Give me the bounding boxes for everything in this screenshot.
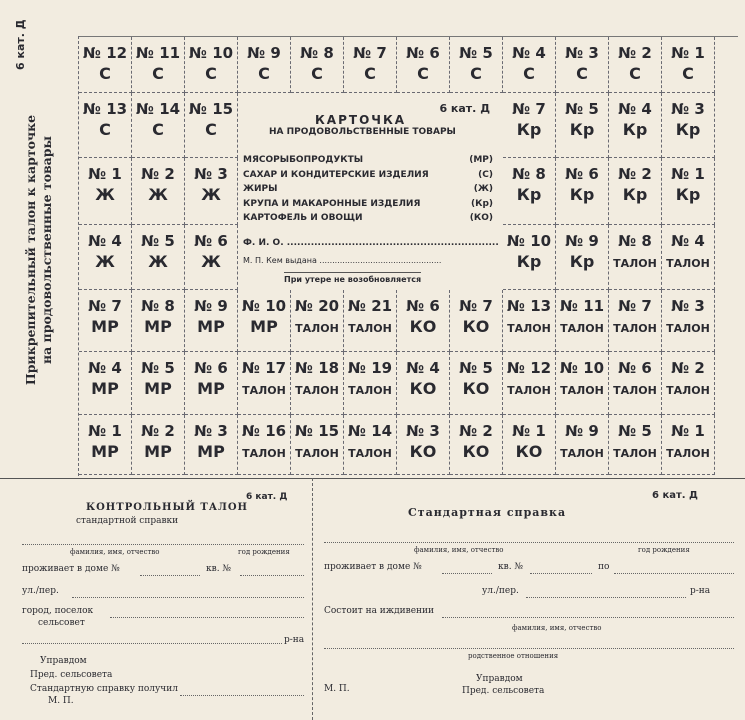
coupon (291, 290, 344, 352)
coupon-number: № 2 (671, 359, 705, 377)
coupon-number: № 13 (506, 297, 552, 315)
coupon (662, 290, 715, 352)
coupon (662, 352, 715, 415)
coupon-number: № 15 (294, 422, 340, 440)
coupon (556, 93, 609, 158)
control-subtitle: стандартной справки (76, 516, 179, 526)
coupon (450, 352, 503, 415)
card-fio-field: Ф. И. О. .............................................................. (243, 238, 499, 248)
coupon-code: Кр (516, 120, 542, 139)
standard-fio-caption-2: фамилия, имя, отчество (512, 624, 602, 632)
side-line-2: на продовольственные товары (39, 135, 54, 365)
coupon (662, 93, 715, 158)
coupon (79, 415, 132, 475)
side-attachment-label (2, 30, 76, 470)
coupon-number: № 2 (141, 422, 175, 440)
coupon (503, 93, 556, 158)
coupon-code: ТАЛОН (507, 384, 551, 397)
coupon-code: Кр (622, 120, 648, 139)
coupon-code: ТАЛОН (295, 447, 339, 460)
coupon (132, 290, 185, 352)
product-row: ЖИРЫ (Ж) (243, 184, 493, 194)
coupon (344, 415, 397, 475)
coupon-number: № 21 (347, 297, 393, 315)
coupon-number: № 1 (88, 165, 122, 183)
coupon-number: № 8 (300, 44, 334, 62)
coupon-number: № 11 (559, 297, 605, 315)
control-category: 6 кат. Д (246, 492, 288, 502)
coupon-number: № 5 (459, 359, 493, 377)
coupon-number: № 8 (512, 165, 546, 183)
coupon (238, 37, 291, 93)
coupon-number: № 2 (618, 44, 652, 62)
coupon-code: Ж (201, 185, 221, 204)
coupon-code: ТАЛОН (560, 447, 604, 460)
coupon (79, 158, 132, 225)
coupon-number: № 2 (141, 165, 175, 183)
coupon (503, 158, 556, 225)
control-street-label: ул./пер. (22, 586, 59, 596)
coupon (79, 352, 132, 415)
card-subtitle: НА ПРОДОВОЛЬСТВЕННЫЕ ТОВАРЫ (269, 127, 456, 137)
coupon-number: № 1 (671, 44, 705, 62)
standard-chair-label: Пред. сельсовета (462, 686, 545, 696)
coupon (397, 290, 450, 352)
coupon-number: № 6 (194, 232, 228, 250)
coupon-code: КО (409, 317, 437, 336)
coupon-code: КО (462, 442, 490, 461)
standard-manager-label: Управдом (476, 674, 523, 684)
card-issued-by-field: М. П. Кем выдана ................................................ (243, 256, 442, 265)
coupon-code: Кр (569, 120, 595, 139)
coupon (609, 93, 662, 158)
standard-by-label: по (598, 562, 610, 572)
coupon (185, 352, 238, 415)
coupon (662, 225, 715, 290)
coupon (291, 37, 344, 93)
coupon-number: № 9 (565, 232, 599, 250)
coupon-number: № 19 (347, 359, 393, 377)
control-manager-label: Управдом (40, 656, 87, 666)
coupon-code: Ж (95, 252, 115, 271)
coupon-number: № 4 (671, 232, 705, 250)
coupon-number: № 7 (88, 297, 122, 315)
coupon-code: Ж (148, 252, 168, 271)
coupon-number: № 9 (194, 297, 228, 315)
control-lives-label: проживает в доме № (22, 564, 120, 574)
coupon-code: ТАЛОН (348, 322, 392, 335)
coupon-code: С (99, 64, 111, 83)
product-row: САХАР И КОНДИТЕРСКИЕ ИЗДЕЛИЯ (С) (243, 169, 493, 180)
coupon-number: № 13 (82, 100, 128, 118)
coupon-code: МР (91, 379, 119, 398)
coupon (556, 290, 609, 352)
coupon-number: № 1 (88, 422, 122, 440)
coupon (503, 225, 556, 290)
control-fio-caption: фамилия, имя, отчество (70, 548, 160, 556)
side-line-1: Прикрепительный талон к карточке (23, 114, 38, 386)
control-received-label: Стандартную справку получил (30, 684, 178, 694)
coupon-code: МР (144, 317, 172, 336)
coupon-number: № 7 (512, 100, 546, 118)
coupon (609, 290, 662, 352)
control-mp-label: М. П. (48, 696, 74, 706)
coupon-number: № 3 (194, 422, 228, 440)
coupon-code: Ж (95, 185, 115, 204)
coupon-code: С (629, 64, 641, 83)
coupon (132, 225, 185, 290)
control-apt-label: кв. № (206, 564, 231, 574)
coupon-code: С (99, 120, 111, 139)
coupon (132, 158, 185, 225)
coupon (79, 290, 132, 352)
coupon-number: № 5 (141, 232, 175, 250)
coupon-code: Ж (201, 252, 221, 271)
coupon-code: Кр (516, 185, 542, 204)
coupon-code: КО (515, 442, 543, 461)
card-category: 6 кат. Д (439, 102, 490, 115)
coupon (185, 415, 238, 475)
coupon (556, 415, 609, 475)
coupon (238, 290, 291, 352)
coupon (344, 37, 397, 93)
coupon-code: ТАЛОН (348, 447, 392, 460)
coupon (132, 93, 185, 158)
coupon (450, 415, 503, 475)
coupon (79, 93, 132, 158)
coupon-code: С (258, 64, 270, 83)
coupon-code: ТАЛОН (348, 384, 392, 397)
coupon (79, 225, 132, 290)
coupon-code: МР (197, 442, 225, 461)
coupon-code: С (576, 64, 588, 83)
coupon-code: ТАЛОН (295, 384, 339, 397)
control-city-label: город, поселок (22, 606, 94, 616)
coupon-number: № 4 (618, 100, 652, 118)
coupon-code: ТАЛОН (560, 322, 604, 335)
coupon-code: ТАЛОН (560, 384, 604, 397)
coupon-number: № 6 (565, 165, 599, 183)
standard-relation-caption: родственное отношения (468, 652, 559, 660)
coupon-code: МР (250, 317, 278, 336)
control-birth-caption: год рождения (238, 548, 290, 556)
coupon-code: Кр (675, 120, 701, 139)
coupon (132, 37, 185, 93)
bottom-forms (0, 478, 745, 720)
coupon (132, 415, 185, 475)
coupon-code: С (205, 120, 217, 139)
coupon-code: С (205, 64, 217, 83)
coupon-code: Кр (622, 185, 648, 204)
coupon-number: № 10 (241, 297, 287, 315)
coupon (450, 37, 503, 93)
coupon (185, 37, 238, 93)
coupon-number: № 10 (188, 44, 234, 62)
coupon-code: КО (409, 442, 437, 461)
coupon-number: № 12 (506, 359, 552, 377)
standard-district-label: р-на (690, 586, 711, 596)
coupon-code: ТАЛОН (666, 384, 710, 397)
coupon (503, 37, 556, 93)
coupon-number: № 6 (406, 44, 440, 62)
coupon-code: С (523, 64, 535, 83)
coupon (609, 158, 662, 225)
coupon (238, 352, 291, 415)
coupon (662, 37, 715, 93)
coupon-code: КО (462, 379, 490, 398)
coupon-number: № 7 (459, 297, 493, 315)
coupon-number: № 15 (188, 100, 234, 118)
control-coupon-form (0, 478, 313, 720)
coupon-code: ТАЛОН (666, 257, 710, 270)
coupon (556, 352, 609, 415)
coupon-code: ТАЛОН (242, 447, 286, 460)
coupon-number: № 6 (618, 359, 652, 377)
coupon-number: № 7 (618, 297, 652, 315)
product-row: КРУПА И МАКАРОННЫЕ ИЗДЕЛИЯ (Кр) (243, 198, 493, 209)
coupon-number: № 7 (353, 44, 387, 62)
standard-category: 6 кат. Д (652, 490, 698, 501)
coupon (238, 415, 291, 475)
coupon-code: Ж (148, 185, 168, 204)
coupon-number: № 3 (671, 100, 705, 118)
coupon-code: МР (197, 317, 225, 336)
coupon-code: МР (144, 379, 172, 398)
coupon (185, 158, 238, 225)
coupon-code: С (152, 64, 164, 83)
coupon-number: № 3 (565, 44, 599, 62)
coupon-number: № 5 (141, 359, 175, 377)
coupon-number: № 1 (512, 422, 546, 440)
coupon-number: № 3 (194, 165, 228, 183)
coupon-number: № 10 (506, 232, 552, 250)
coupon-code: С (311, 64, 323, 83)
control-council-label: сельсовет (38, 618, 85, 628)
coupon-code: МР (144, 442, 172, 461)
control-chair-label: Пред. сельсовета (30, 670, 113, 680)
standard-apt-label: кв. № (498, 562, 523, 572)
coupon (556, 225, 609, 290)
coupon-code: ТАЛОН (295, 322, 339, 335)
standard-fio-caption: фамилия, имя, отчество (414, 546, 504, 554)
coupon (503, 415, 556, 475)
coupon (662, 415, 715, 475)
coupon (503, 290, 556, 352)
standard-lives-label: проживает в доме № (324, 562, 422, 572)
coupon-number: № 14 (135, 100, 181, 118)
coupon-code: Кр (675, 185, 701, 204)
coupon-code: ТАЛОН (666, 322, 710, 335)
coupon-code: ТАЛОН (613, 322, 657, 335)
product-row: КАРТОФЕЛЬ И ОВОЩИ (КО) (243, 213, 493, 223)
coupon (556, 158, 609, 225)
coupon-number: № 4 (88, 359, 122, 377)
control-district-label: р-на (284, 635, 305, 645)
coupon-number: № 16 (241, 422, 287, 440)
coupon (344, 352, 397, 415)
side-category: 6 кат. Д (14, 19, 27, 70)
control-title: КОНТРОЛЬНЫЙ ТАЛОН (86, 502, 249, 513)
coupon-number: № 9 (565, 422, 599, 440)
coupon-code: ТАЛОН (242, 384, 286, 397)
coupon (291, 352, 344, 415)
coupon-number: № 5 (618, 422, 652, 440)
coupon-code: ТАЛОН (613, 384, 657, 397)
coupon-code: МР (197, 379, 225, 398)
coupon-number: № 9 (247, 44, 281, 62)
coupon-code: Кр (516, 252, 542, 271)
coupon-number: № 20 (294, 297, 340, 315)
coupon (397, 415, 450, 475)
standard-birth-caption: год рождения (638, 546, 690, 554)
coupon-number: № 8 (141, 297, 175, 315)
coupon-code: С (417, 64, 429, 83)
coupon (291, 415, 344, 475)
coupon (503, 352, 556, 415)
coupon (556, 37, 609, 93)
coupon-code: ТАЛОН (507, 322, 551, 335)
coupon (185, 93, 238, 158)
coupon-code: ТАЛОН (613, 447, 657, 460)
coupon-code: С (152, 120, 164, 139)
coupon-code: КО (409, 379, 437, 398)
coupon (450, 290, 503, 352)
standard-street-label: ул./пер. (482, 586, 519, 596)
coupon-number: № 3 (671, 297, 705, 315)
coupon-code: МР (91, 317, 119, 336)
coupon-number: № 12 (82, 44, 128, 62)
coupon (609, 37, 662, 93)
coupon-number: № 14 (347, 422, 393, 440)
coupon-number: № 4 (406, 359, 440, 377)
coupon-code: С (682, 64, 694, 83)
card-product-list (243, 155, 493, 228)
coupon-number: № 6 (406, 297, 440, 315)
coupon (185, 290, 238, 352)
standard-title: Стандартная справка (408, 506, 567, 519)
coupon (132, 352, 185, 415)
coupon-code: МР (91, 442, 119, 461)
coupon-number: № 2 (618, 165, 652, 183)
coupon (79, 37, 132, 93)
coupon-code: С (364, 64, 376, 83)
coupon-number: № 5 (565, 100, 599, 118)
card-title: КАРТОЧКА (315, 113, 407, 127)
card-panel (237, 93, 500, 289)
coupon-number: № 4 (512, 44, 546, 62)
coupon-code: ТАЛОН (613, 257, 657, 270)
coupon-number: № 8 (618, 232, 652, 250)
standard-dependent-label: Состоит на иждивении (324, 606, 435, 616)
coupon-number: № 11 (135, 44, 181, 62)
coupon-number: № 1 (671, 422, 705, 440)
product-row: МЯСОРЫБОПРОДУКТЫ (МР) (243, 155, 493, 165)
coupon-number: № 2 (459, 422, 493, 440)
coupon-code: Кр (569, 185, 595, 204)
coupon (609, 352, 662, 415)
coupon (344, 290, 397, 352)
coupon (609, 225, 662, 290)
coupon (662, 158, 715, 225)
coupon-number: № 3 (406, 422, 440, 440)
coupon-code: Кр (569, 252, 595, 271)
coupon (397, 37, 450, 93)
coupon-code: С (470, 64, 482, 83)
standard-certificate-form (312, 478, 745, 720)
coupon-number: № 5 (459, 44, 493, 62)
coupon-number: № 18 (294, 359, 340, 377)
coupon (609, 415, 662, 475)
coupon-number: № 10 (559, 359, 605, 377)
coupon (397, 352, 450, 415)
coupon-number: № 4 (88, 232, 122, 250)
coupon-number: № 17 (241, 359, 287, 377)
coupon-number: № 1 (671, 165, 705, 183)
card-lost-note: При утере не возобновляется (284, 272, 421, 284)
coupon-number: № 6 (194, 359, 228, 377)
coupon-code: КО (462, 317, 490, 336)
standard-mp-label: М. П. (324, 684, 350, 694)
coupon-code: ТАЛОН (666, 447, 710, 460)
coupon (185, 225, 238, 290)
